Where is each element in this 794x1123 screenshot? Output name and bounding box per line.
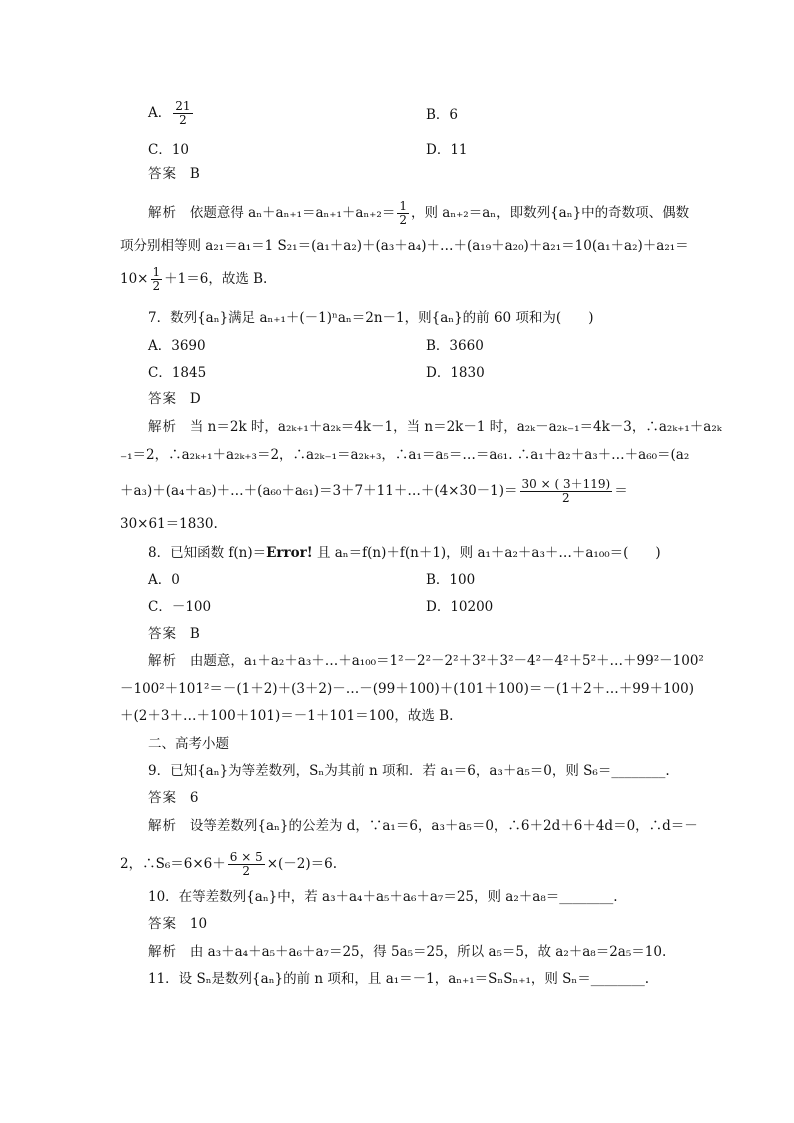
q8-option-a: A．0: [148, 572, 180, 588]
q7-analysis-line-4: 30×61＝1830.: [120, 516, 218, 532]
q7-answer: 答案 D: [148, 391, 201, 407]
q6-option-a-fraction: $\frac{21}{2}$: [175, 99, 191, 127]
q8-option-b: B．100: [426, 572, 476, 588]
q9-answer: 答案 6: [148, 790, 199, 806]
q7-option-c: C．1845: [148, 365, 207, 381]
q10-answer: 答案 10: [148, 916, 208, 932]
q6-option-c: C．10: [148, 142, 190, 158]
q8-answer: 答案 B: [148, 626, 200, 642]
q6-option-b: B．6: [426, 107, 459, 123]
q8-stem: 8．已知函数 f(n)＝Error! 且 aₙ＝f(n)＋f(n＋1)，则 a₁＋a₂＋a₃＋…＋a₁₀₀＝( ): [148, 545, 661, 561]
q8-analysis-line-1: 解析 由题意，a₁＋a₂＋a₃＋…＋a₁₀₀＝1²－2²－2²＋3²＋3²－4²－4²＋5²＋…＋99²－100²: [148, 653, 704, 669]
q6-option-a: A． $\frac{21}{2}$: [148, 99, 191, 127]
q7-option-b: B．3660: [426, 338, 484, 354]
q7-stem: 7．数列{aₙ}满足 aₙ₊₁＋(－1)ⁿaₙ＝2n－1，则{aₙ}的前 60 项和为( ): [148, 310, 594, 326]
q7-analysis-line-3: ＋a₃)＋(a₄＋a₅)＋…＋(a₆₀＋a₆₁)＝3＋7＋11＋…＋(4×30－1)＝ $\frac{30 \times ( 3+119)}{2}$ ＝: [120, 477, 628, 505]
q8-option-c: C．－100: [148, 599, 212, 615]
q9-analysis-line-2: 2，∴S₆＝6×6＋ $\frac{6 \times 5}{2}$ ×(－2)＝6.: [120, 850, 338, 878]
q6-answer: 答案 B: [148, 166, 200, 182]
q8-analysis-line-3: ＋(2＋3＋…＋100＋101)＝－1＋101＝100，故选 B.: [120, 708, 454, 724]
q7-option-d: D．1830: [426, 365, 485, 381]
q10-stem: 10．在等差数列{aₙ}中，若 a₃＋a₄＋a₅＋a₆＋a₇＝25，则 a₂＋a₈＝________.: [148, 889, 618, 905]
q9-analysis-line-1: 解析 设等差数列{aₙ}的公差为 d，∵a₁＝6，a₃＋a₅＝0，∴6＋2d＋6＋4d＝0，∴d＝－: [148, 818, 698, 834]
q6-analysis-line-3: 10× $\frac{1}{2}$ ＋1＝6，故选 B.: [120, 265, 268, 293]
q7-option-a: A．3690: [148, 338, 206, 354]
q10-analysis-line-1: 解析 由 a₃＋a₄＋a₅＋a₆＋a₇＝25，得 5a₅＝25，所以 a₅＝5，故 a₂＋a₈＝2a₅＝10.: [148, 944, 667, 960]
q11-stem: 11．设 Sₙ是数列{aₙ}的前 n 项和，且 a₁＝－1，aₙ₊₁＝SₙSₙ₊₁，则 Sₙ＝________.: [148, 971, 650, 987]
q7-analysis-line-2: ₋₁＝2，∴a₂ₖ₊₁＋a₂ₖ₊₃＝2，∴a₂ₖ₋₁＝a₂ₖ₊₃，∴a₁＝a₅＝…＝a₆₁. ∴a₁＋a₂＋a₃＋…＋a₆₀＝(a₂: [120, 447, 690, 463]
q6-analysis-line-1: 解析 依题意得 aₙ＋aₙ₊₁＝aₙ₊₁＋aₙ₊₂＝ $\frac{1}{2}$ ，则 aₙ₊₂＝aₙ，即数列{aₙ}中的奇数项、偶数: [148, 199, 690, 227]
q8-option-d: D．10200: [426, 599, 494, 615]
q7-analysis-line-1: 解析 当 n＝2k 时，a₂ₖ₊₁＋a₂ₖ＝4k－1，当 n＝2k－1 时，a₂ₖ－a₂ₖ₋₁＝4k－3，∴a₂ₖ₊₁＋a₂ₖ: [148, 419, 722, 435]
q6-analysis-line-2: 项分别相等则 a₂₁＝a₁＝1 S₂₁＝(a₁＋a₂)＋(a₃＋a₄)＋…＋(a₁₉＋a₂₀)＋a₂₁＝10(a₁＋a₂)＋a₂₁＝: [120, 238, 689, 254]
section-heading: 二、高考小题: [148, 736, 229, 752]
q6-option-d: D．11: [426, 142, 468, 158]
q9-stem: 9．已知{aₙ}为等差数列，Sₙ为其前 n 项和．若 a₁＝6，a₃＋a₅＝0，则 S₆＝________.: [148, 763, 670, 779]
q8-analysis-line-2: －100²＋101²＝－(1＋2)＋(3＋2)－…－(99＋100)＋(101＋100)＝－(1＋2＋…＋99＋100): [120, 681, 694, 697]
